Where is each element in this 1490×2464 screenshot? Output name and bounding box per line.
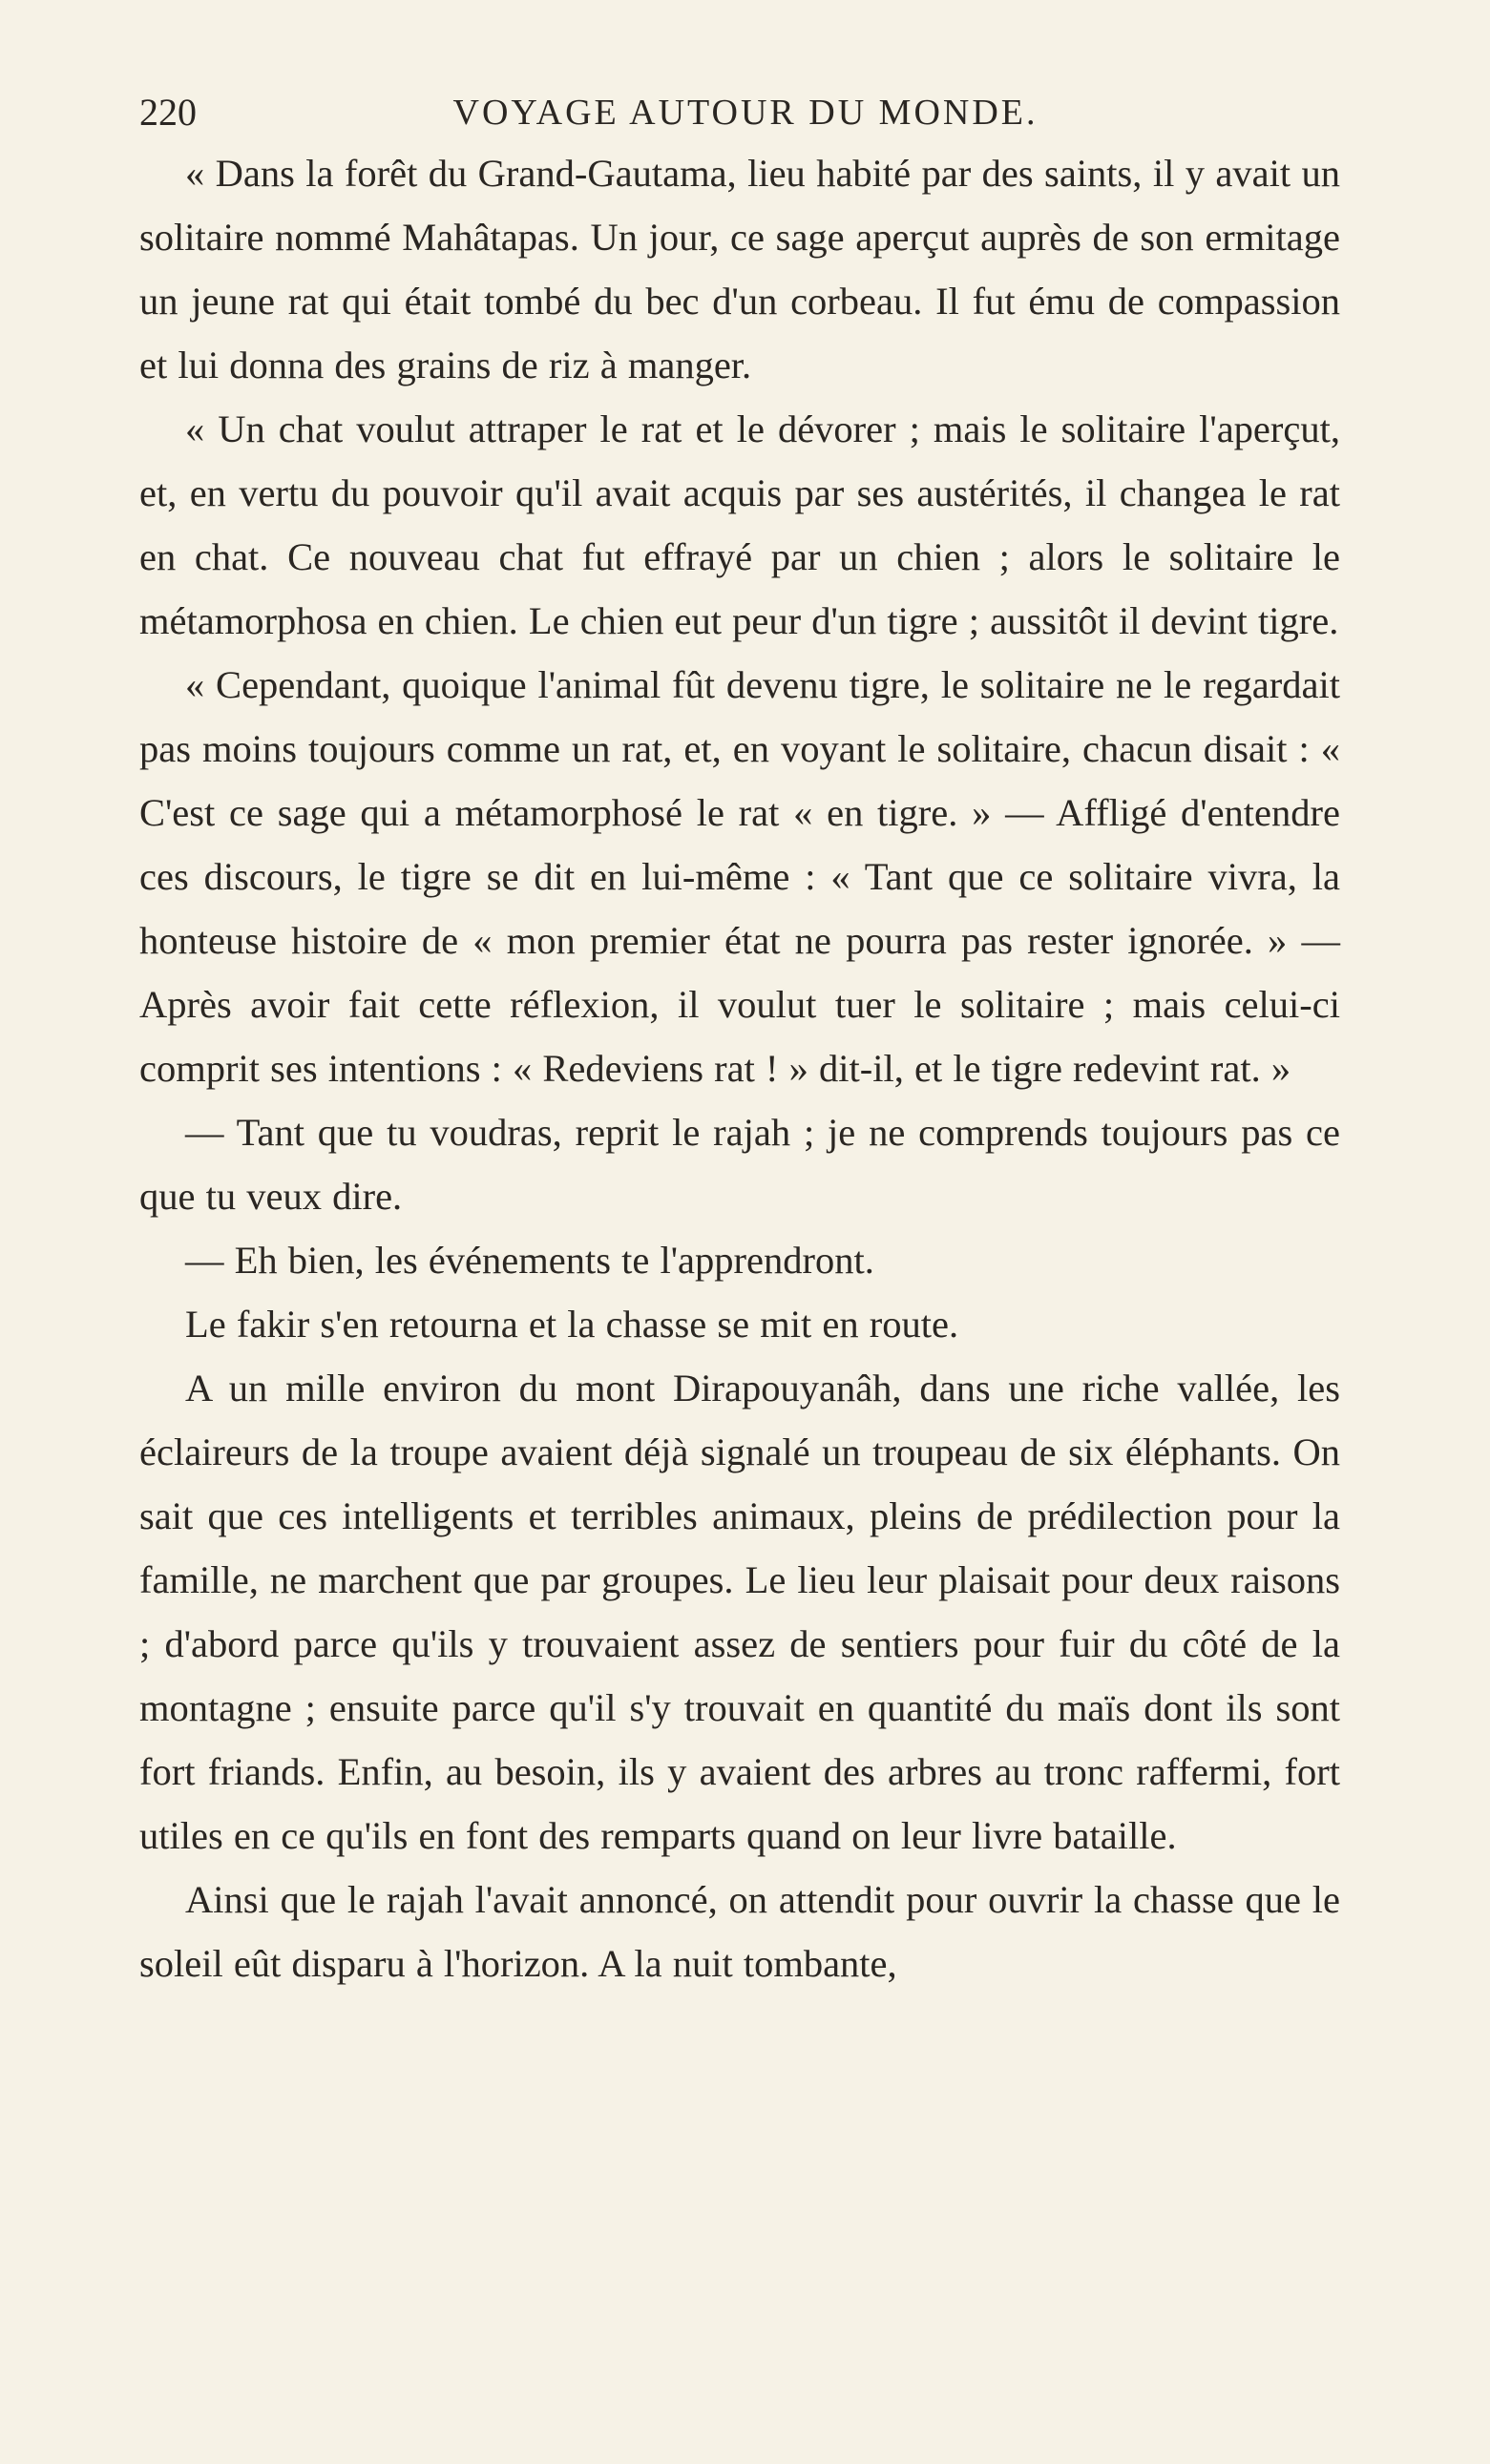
page-number: 220 xyxy=(139,91,197,134)
paragraph: — Eh bien, les événements te l'apprendront. xyxy=(185,1239,874,1282)
paragraph: « Dans la forêt du Grand-Gautama, lieu habité par des saints, il y avait un solitaire nommé Mahâtapas. Un jour, ce sage aperçut auprès de son ermitage un jeune rat qui était tombé du bec d'un corbeau. Il fut ému de compassion et lui donna des grains de riz à manger. xyxy=(139,152,1340,386)
paragraph: Ainsi que le rajah l'avait annoncé, on attendit pour ouvrir la chasse que le soleil eût disparu à l'horizon. A la nuit tombante, xyxy=(139,1878,1340,1985)
paragraph: — Tant que tu voudras, reprit le rajah ; je ne comprends toujours pas ce que tu veux dire. xyxy=(139,1111,1340,1218)
paragraph: « Un chat voulut attraper le rat et le dévorer ; mais le solitaire l'aperçut, et, en vertu du pouvoir qu'il avait acquis par ses austérités, il changea le rat en chat. Ce nouveau chat fut effrayé par un chien ; alors le solitaire le métamorphosa en chien. Le chien eut peur d'un tigre ; aussitôt il devint tigre. xyxy=(139,407,1340,642)
running-title: VOYAGE AUTOUR DU MONDE. xyxy=(452,93,1039,133)
body-text xyxy=(139,141,1340,1995)
paragraph: « Cependant, quoique l'animal fût devenu tigre, le solitaire ne le regardait pas moins toujours comme un rat, et, en voyant le solitaire, chacun disait : « C'est ce sage qui a métamorphosé le rat « en tigre. » — Affligé d'entendre ces discours, le tigre se dit en lui-même : « Tant que ce solitaire vivra, la honteuse histoire de « mon premier état ne pourra pas rester ignorée. » — Après avoir fait cette réflexion, il voulut tuer le solitaire ; mais celui-ci comprit ses intentions : « Redeviens rat ! » dit-il, et le tigre redevint rat. » xyxy=(139,663,1340,1090)
paragraph: Le fakir s'en retourna et la chasse se mit en route. xyxy=(185,1303,959,1346)
running-head xyxy=(139,84,1352,141)
paragraph: A un mille environ du mont Dirapouyanâh, dans une riche vallée, les éclaireurs de la troupe avaient déjà signalé un troupeau de six éléphants. On sait que ces intelligents et terribles animaux, pleins de prédilection pour la famille, ne marchent que par groupes. Le lieu leur plaisait pour deux raisons ; d'abord parce qu'ils y trouvaient assez de sentiers pour fuir du côté de la montagne ; ensuite parce qu'il s'y trouvait en quantité du maïs dont ils sont fort friands. Enfin, au besoin, ils y avaient des arbres au tronc raffermi, fort utiles en ce qu'ils en font des remparts quand on leur livre bataille. xyxy=(139,1367,1340,1857)
